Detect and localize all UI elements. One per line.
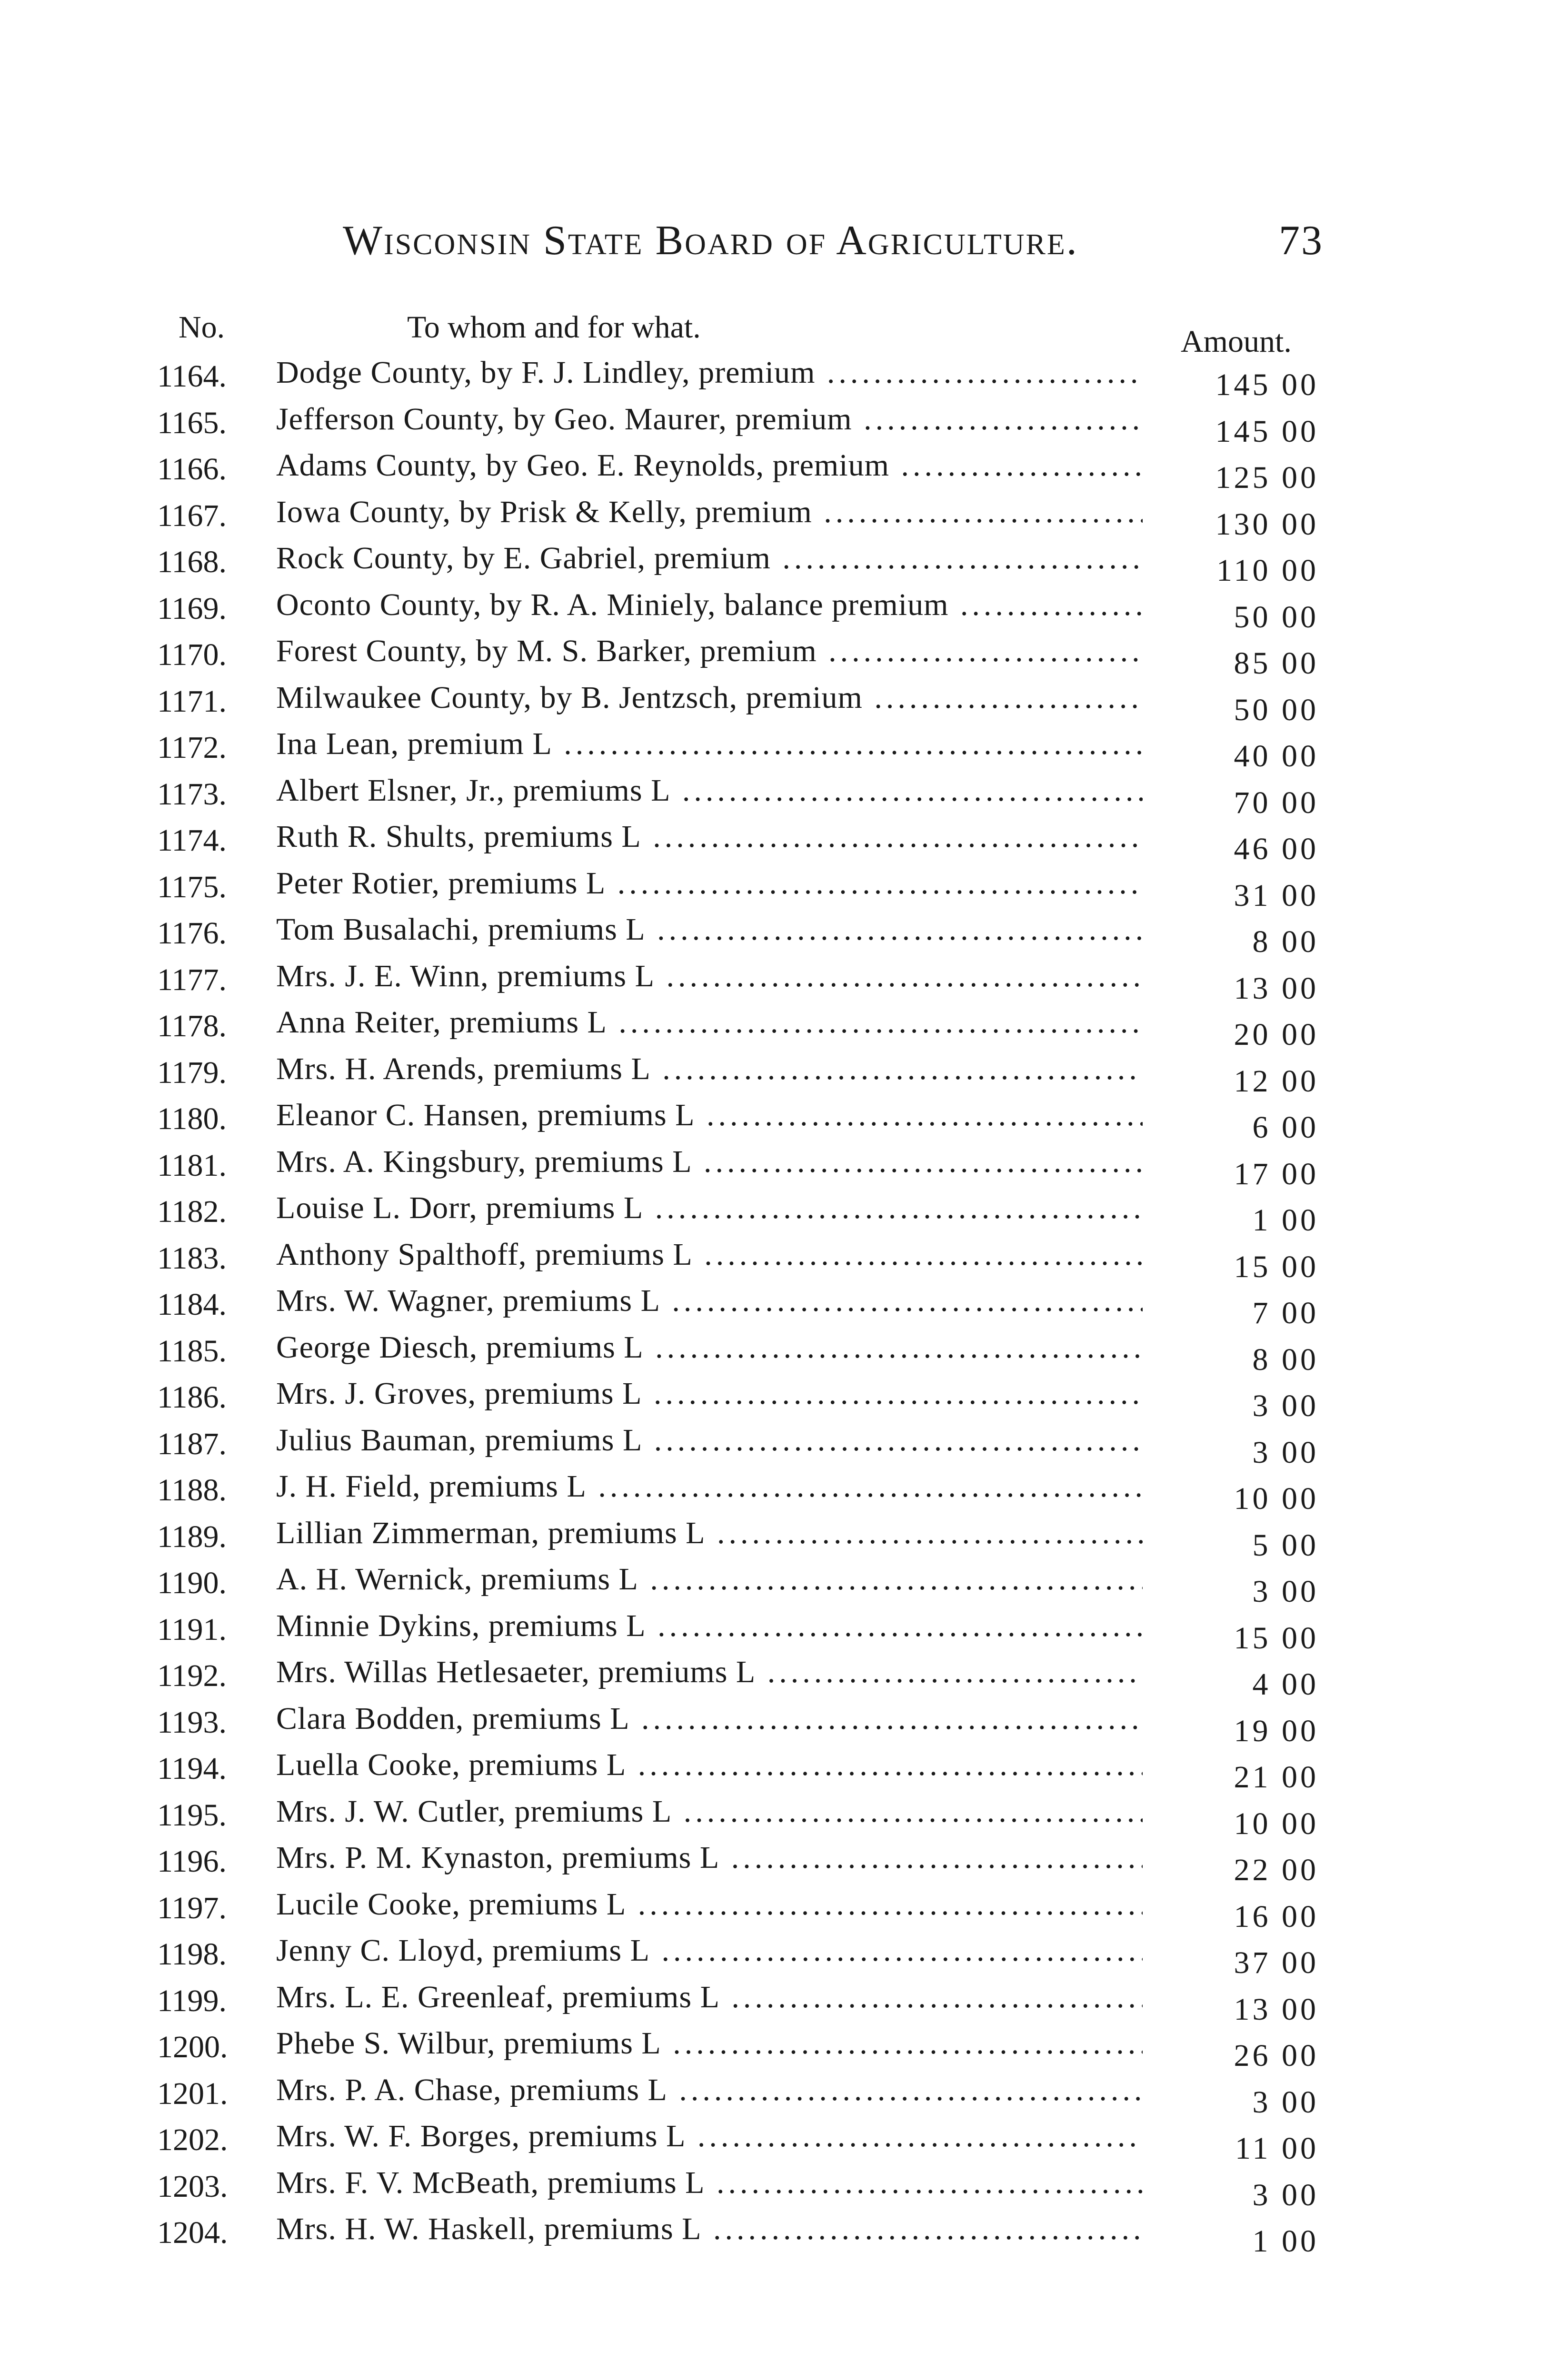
entry-amount: 37 00 bbox=[1234, 1945, 1319, 1980]
entry-number: 1196. bbox=[157, 1844, 227, 1879]
entry-amount: 70 00 bbox=[1234, 785, 1319, 820]
table-row bbox=[0, 2118, 1554, 2165]
entry-amount: 15 00 bbox=[1234, 1620, 1319, 1656]
entry-description: J. H. Field, premiums L ..... bbox=[276, 1468, 1143, 1505]
entry-description: Luella Cooke, premiums L ..... bbox=[276, 1747, 1143, 1783]
entry-number: 1194. bbox=[157, 1751, 227, 1786]
table-row bbox=[0, 1376, 1554, 1422]
running-title: Wisconsin State Board of Agriculture. bbox=[343, 218, 1078, 264]
table-row bbox=[0, 1979, 1554, 2026]
entry-amount: 11 00 bbox=[1235, 2131, 1319, 2166]
entry-number: 1166. bbox=[157, 452, 227, 486]
table-row bbox=[0, 1468, 1554, 1515]
table-row bbox=[0, 1654, 1554, 1701]
entry-amount: 19 00 bbox=[1234, 1713, 1319, 1748]
entry-number: 1169. bbox=[157, 591, 227, 626]
entry-number: 1175. bbox=[157, 869, 227, 904]
table-row bbox=[0, 958, 1554, 1005]
entry-amount: 145 00 bbox=[1215, 414, 1319, 449]
entry-description: Oconto County, by R. A. Miniely, balance premium ..... bbox=[276, 587, 1143, 623]
entry-description: Mrs. L. E. Greenleaf, premiums L ..... bbox=[276, 1979, 1143, 2015]
entry-number: 1199. bbox=[157, 1983, 227, 2018]
entry-amount: 145 00 bbox=[1215, 367, 1319, 402]
entry-number: 1185. bbox=[157, 1333, 227, 1368]
entry-amount: 3 00 bbox=[1252, 2084, 1319, 2120]
entry-number: 1203. bbox=[157, 2169, 228, 2204]
entry-description: Mrs. P. M. Kynaston, premiums L ..... bbox=[276, 1840, 1143, 1876]
entry-amount: 17 00 bbox=[1234, 1156, 1319, 1191]
table-row bbox=[0, 540, 1554, 587]
table-row bbox=[0, 2025, 1554, 2072]
entry-description: Mrs. F. V. McBeath, premiums L ..... bbox=[276, 2165, 1143, 2201]
entry-number: 1170. bbox=[157, 637, 227, 672]
table-row bbox=[0, 726, 1554, 773]
entry-number: 1176. bbox=[157, 916, 227, 951]
entry-number: 1198. bbox=[157, 1937, 227, 1972]
entry-description: Mrs. Willas Hetlesaeter, premiums L ..... bbox=[276, 1654, 1143, 1690]
entry-amount: 110 00 bbox=[1216, 553, 1319, 588]
entry-amount: 3 00 bbox=[1252, 2177, 1319, 2212]
table-row bbox=[0, 447, 1554, 494]
entry-number: 1204. bbox=[157, 2215, 228, 2250]
entry-number: 1186. bbox=[157, 1380, 227, 1415]
table-row bbox=[0, 1747, 1554, 1794]
entry-number: 1171. bbox=[157, 684, 227, 719]
entry-amount: 4 00 bbox=[1252, 1667, 1319, 1702]
entry-description: Rock County, by E. Gabriel, premium ..... bbox=[276, 540, 1143, 576]
entry-amount: 40 00 bbox=[1234, 739, 1319, 774]
entry-amount: 50 00 bbox=[1234, 692, 1319, 727]
entry-number: 1174. bbox=[157, 823, 227, 858]
entry-description: Julius Bauman, premiums L ..... bbox=[276, 1422, 1143, 1458]
entry-description: Jefferson County, by Geo. Maurer, premium ..... bbox=[276, 401, 1143, 437]
entry-description: Mrs. P. A. Chase, premiums L ..... bbox=[276, 2072, 1143, 2108]
entry-number: 1187. bbox=[157, 1426, 227, 1461]
entry-amount: 1 00 bbox=[1252, 2224, 1319, 2259]
column-header-amount: Amount. bbox=[1181, 324, 1292, 359]
table-row bbox=[0, 1144, 1554, 1190]
entry-amount: 10 00 bbox=[1234, 1806, 1319, 1841]
entry-description: Mrs. W. Wagner, premiums L ..... bbox=[276, 1283, 1143, 1319]
entry-description: Louise L. Dorr, premiums L ..... bbox=[276, 1190, 1143, 1226]
entry-description: Mrs. J. W. Cutler, premiums L ..... bbox=[276, 1794, 1143, 1830]
table-row bbox=[0, 587, 1554, 634]
entry-number: 1202. bbox=[157, 2122, 228, 2157]
entry-amount: 6 00 bbox=[1252, 1110, 1319, 1145]
entry-amount: 13 00 bbox=[1234, 971, 1319, 1006]
entry-amount: 16 00 bbox=[1234, 1899, 1319, 1934]
table-row bbox=[0, 1422, 1554, 1469]
table-row bbox=[0, 912, 1554, 958]
entry-amount: 46 00 bbox=[1234, 832, 1319, 866]
table-row bbox=[0, 633, 1554, 680]
entry-description: Tom Busalachi, premiums L ..... bbox=[276, 912, 1143, 948]
entry-amount: 5 00 bbox=[1252, 1527, 1319, 1563]
entry-amount: 12 00 bbox=[1234, 1063, 1319, 1099]
entry-number: 1192. bbox=[157, 1658, 227, 1693]
entry-amount: 3 00 bbox=[1252, 1574, 1319, 1609]
entry-number: 1178. bbox=[157, 1009, 227, 1043]
entry-description: Anna Reiter, premiums L ..... bbox=[276, 1004, 1143, 1041]
entry-number: 1195. bbox=[157, 1797, 227, 1833]
table-row bbox=[0, 401, 1554, 448]
entry-description: Peter Rotier, premiums L ..... bbox=[276, 865, 1143, 902]
entry-amount: 26 00 bbox=[1234, 2038, 1319, 2073]
table-row bbox=[0, 1004, 1554, 1051]
running-header bbox=[343, 217, 1324, 278]
entry-description: Iowa County, by Prisk & Kelly, premium ..... bbox=[276, 494, 1143, 530]
entry-amount: 13 00 bbox=[1234, 1992, 1319, 2027]
entry-description: Mrs. W. F. Borges, premiums L ..... bbox=[276, 2118, 1143, 2154]
table-row bbox=[0, 1608, 1554, 1655]
entry-number: 1188. bbox=[157, 1473, 227, 1507]
entry-description: Anthony Spalthoff, premiums L ..... bbox=[276, 1237, 1143, 1273]
entry-description: Minnie Dykins, premiums L ..... bbox=[276, 1608, 1143, 1644]
entry-number: 1184. bbox=[157, 1287, 227, 1322]
entry-amount: 3 00 bbox=[1252, 1435, 1319, 1470]
entry-amount: 8 00 bbox=[1252, 924, 1319, 959]
entry-amount: 8 00 bbox=[1252, 1342, 1319, 1377]
table-row bbox=[0, 773, 1554, 819]
column-header-description: To whom and for what. bbox=[407, 310, 701, 345]
entry-description: Forest County, by M. S. Barker, premium ..... bbox=[276, 633, 1143, 669]
entry-number: 1197. bbox=[157, 1890, 227, 1925]
entry-number: 1191. bbox=[157, 1612, 227, 1647]
table-row bbox=[0, 1933, 1554, 1979]
entry-number: 1165. bbox=[157, 405, 227, 440]
entry-description: Mrs. J. Groves, premiums L ..... bbox=[276, 1376, 1143, 1412]
entry-number: 1179. bbox=[157, 1055, 227, 1090]
entry-amount: 7 00 bbox=[1252, 1296, 1319, 1330]
table-row bbox=[0, 2072, 1554, 2119]
table-row bbox=[0, 2165, 1554, 2211]
entry-number: 1172. bbox=[157, 730, 227, 765]
table-row bbox=[0, 1886, 1554, 1933]
entry-description: Dodge County, by F. J. Lindley, premium ..... bbox=[276, 355, 1143, 391]
table-row bbox=[0, 1561, 1554, 1608]
entry-number: 1182. bbox=[157, 1194, 227, 1229]
entry-description: Ruth R. Shults, premiums L ..... bbox=[276, 819, 1143, 855]
entry-amount: 125 00 bbox=[1215, 460, 1319, 495]
table-row bbox=[0, 865, 1554, 912]
entry-amount: 10 00 bbox=[1234, 1481, 1319, 1516]
entry-description: Phebe S. Wilbur, premiums L ..... bbox=[276, 2025, 1143, 2062]
table-row bbox=[0, 819, 1554, 865]
entry-description: Mrs. A. Kingsbury, premiums L ..... bbox=[276, 1144, 1143, 1180]
entry-description: Mrs. H. Arends, premiums L ..... bbox=[276, 1051, 1143, 1087]
entry-number: 1180. bbox=[157, 1101, 227, 1136]
entry-number: 1168. bbox=[157, 545, 227, 579]
entry-number: 1200. bbox=[157, 2030, 228, 2064]
entry-number: 1164. bbox=[157, 359, 227, 394]
entry-description: Lillian Zimmerman, premiums L ..... bbox=[276, 1515, 1143, 1551]
entry-amount: 22 00 bbox=[1234, 1853, 1319, 1887]
entry-amount: 31 00 bbox=[1234, 878, 1319, 913]
table-row bbox=[0, 680, 1554, 726]
entry-number: 1177. bbox=[157, 962, 227, 997]
table-row bbox=[0, 2211, 1554, 2258]
table-row bbox=[0, 1329, 1554, 1376]
table-row bbox=[0, 494, 1554, 541]
table-row bbox=[0, 355, 1554, 401]
entry-number: 1201. bbox=[157, 2076, 228, 2111]
table-row bbox=[0, 1051, 1554, 1098]
entry-description: Eleanor C. Hansen, premiums L ..... bbox=[276, 1097, 1143, 1133]
entry-number: 1189. bbox=[157, 1519, 227, 1554]
entry-amount: 85 00 bbox=[1234, 646, 1319, 681]
table-row bbox=[0, 1190, 1554, 1237]
entry-amount: 3 00 bbox=[1252, 1388, 1319, 1423]
table-row bbox=[0, 1283, 1554, 1329]
entry-description: Mrs. J. E. Winn, premiums L ..... bbox=[276, 958, 1143, 994]
entry-description: Jenny C. Lloyd, premiums L ..... bbox=[276, 1933, 1143, 1969]
ledger-table bbox=[0, 355, 1554, 2258]
entry-description: Albert Elsner, Jr., premiums L ..... bbox=[276, 773, 1143, 809]
table-row bbox=[0, 1237, 1554, 1283]
table-row bbox=[0, 1794, 1554, 1840]
entry-amount: 21 00 bbox=[1234, 1760, 1319, 1795]
entry-description: Ina Lean, premium L ..... bbox=[276, 726, 1143, 762]
entry-description: Mrs. H. W. Haskell, premiums L ..... bbox=[276, 2211, 1143, 2247]
entry-description: George Diesch, premiums L ..... bbox=[276, 1329, 1143, 1366]
entry-number: 1190. bbox=[157, 1566, 227, 1600]
entry-amount: 130 00 bbox=[1215, 506, 1319, 542]
entry-number: 1181. bbox=[157, 1148, 227, 1183]
entry-description: Clara Bodden, premiums L ..... bbox=[276, 1701, 1143, 1737]
entry-description: Adams County, by Geo. E. Reynolds, premium ..... bbox=[276, 447, 1143, 484]
entry-description: A. H. Wernick, premiums L ..... bbox=[276, 1561, 1143, 1597]
table-row bbox=[0, 1097, 1554, 1144]
entry-description: Lucile Cooke, premiums L ..... bbox=[276, 1886, 1143, 1923]
entry-number: 1183. bbox=[157, 1240, 227, 1276]
entry-number: 1173. bbox=[157, 776, 227, 812]
table-row bbox=[0, 1515, 1554, 1562]
entry-amount: 1 00 bbox=[1252, 1203, 1319, 1238]
entry-number: 1167. bbox=[157, 498, 227, 533]
entry-amount: 15 00 bbox=[1234, 1249, 1319, 1284]
column-header-no: No. bbox=[179, 310, 225, 345]
table-row bbox=[0, 1701, 1554, 1747]
entry-amount: 50 00 bbox=[1234, 599, 1319, 635]
table-row bbox=[0, 1840, 1554, 1886]
entry-number: 1193. bbox=[157, 1705, 227, 1740]
entry-amount: 20 00 bbox=[1234, 1017, 1319, 1052]
page-number: 73 bbox=[1279, 218, 1324, 264]
entry-description: Milwaukee County, by B. Jentzsch, premium ..... bbox=[276, 680, 1143, 716]
